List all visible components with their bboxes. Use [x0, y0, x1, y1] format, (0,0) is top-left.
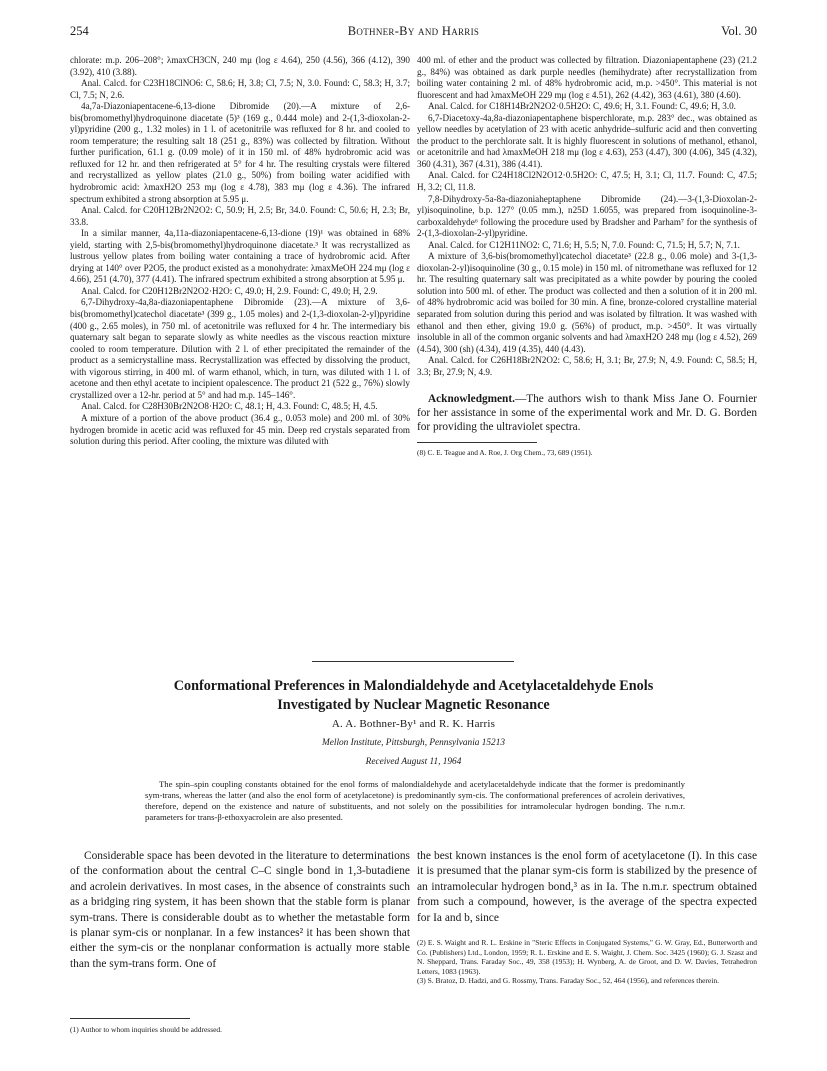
- paragraph: Anal. Calcd. for C24H18Cl2N2O12·0.5H2O: C, 47.5; H, 3.1; Cl, 11.7. Found: C, 47.5; H, 3.2; Cl, 11.8.: [417, 170, 757, 193]
- paragraph: 7,8-Dihydroxy-5a-8a-diazoniaheptaphene Dibromide (24).—3-(1,3-Dioxolan-2-yl)isoquinoline, b.p. 127° (0.05 mm.), n25D 1.6055, was prepared from isoquinoline-3-carboxaldehyde⁶ following the procedure used by Bradsher and Parham⁷ for the synthesis of 2-(1,3-dioxolan-2-yl)pyridine.: [417, 193, 757, 239]
- acknowledgment: [417, 392, 757, 434]
- acknowledgment-text: —The authors wish to thank Miss Jane O. Fournier for her assistance in some of the experimental work and Mr. D. G. Borden for providing the ultraviolet spectra.: [417, 393, 757, 434]
- paragraph: Anal. Calcd. for C18H14Br2N2O2·0.5H2O: C, 49.6; H, 3.1. Found: C, 49.6; H, 3.0.: [428, 101, 736, 112]
- article-divider: [312, 661, 514, 662]
- body-paragraph: Considerable space has been devoted in the literature to determinations of the conformation about the central C–C single bond in 1,3-butadiene and acrolein derivatives. In most cases, in the absence of constraints such as a bridging ring system, it has been shown that the stable form is planar sym-trans. There is considerable doubt as to whether the metastable form is planar sym-cis or nonplanar. In a few instances² it has been shown that either the sym-cis or the nonplanar conformation is actually more stable than the sym-trans form. One of: [70, 850, 410, 970]
- footnote-rule: [417, 442, 537, 443]
- volume-label: Vol. 30: [721, 24, 757, 38]
- running-title: Bothner-By and Harris: [347, 24, 480, 38]
- article-affiliation: Mellon Institute, Pittsburgh, Pennsylvania 15213: [322, 738, 505, 748]
- page-number: 254: [70, 24, 89, 38]
- footnote-3: (3) S. Bratoz, D. Hadzi, and G. Rossmy, Trans. Faraday Soc., 52, 464 (1956), and references therein.: [417, 976, 719, 986]
- experimental-left-column: [70, 55, 410, 448]
- footnote-2: (2) E. S. Waight and R. L. Erskine in "Steric Effects in Conjugated Systems," G. W. Gray, Ed., Butterworth and Co. (Publishers) Ltd., London, 1959; R. L. Erskine and E. S. Waight, J. Chem. Soc. 3425 (1960); G. J. Szasz and N. Sheppard, Trans. Faraday Soc., 49, 358 (1953); H. Wynberg, A. de Groot, and D. W. Davies, Tetrahedron Letters, 1083 (1963).: [417, 938, 757, 976]
- paragraph: Anal. Calcd. for C23H18ClNO6: C, 58.6; H, 3.8; Cl, 7.5; N, 3.0. Found: C, 58.3; H, 3.7; Cl, 7.5; N, 2.6.: [70, 78, 410, 100]
- paragraph: Anal. Calcd. for C20H12Br2N2O2: C, 50.9; H, 2.5; Br, 34.0. Found: C, 50.6; H, 2.3; Br, 33.8.: [70, 205, 410, 227]
- paragraph: 6,7-Dihydroxy-4a,8a-diazoniapentaphene Dibromide (23).—A mixture of 3,6-bis(bromomethyl)catechol diacetate³ (399 g., 1.05 moles) and 2-(1,3-dioxolan-2-yl)pyridine (400 g., 2.65 moles), in 750 ml. of acetonitrile was refluxed for 4 hr. The intermediary bis quaternary salt began to separate slowly as white needles as the viscous reaction mixture cooled to room temperature. Dilution with 2 l. of ether precipitated the remainder of the product as a semicrystalline mass. Recrystallization was effected by dissolving the product, with vigorous stirring, in 400 ml. of warm ethanol, which, in turn, was diluted with 1 l. of acetone and then ethyl acetate to incipient opalescence. The product 21 (522 g., 76%) slowly crystallized over a 12-hr. period at 5° and had m.p. 145–146°.: [70, 297, 410, 400]
- article-title-line1: Conformational Preferences in Malondialdehyde and Acetylacetaldehyde Enols: [173, 678, 654, 694]
- paragraph: A mixture of a portion of the above product (36.4 g., 0.053 mole) and 200 ml. of 30% hydrogen bromide in acetic acid was refluxed for 45 min. Deep red crystals separated from solution during this period. After cooling, the mixture was diluted with: [70, 412, 410, 447]
- article-body-right: [417, 849, 757, 926]
- footnote-rule: [70, 1018, 190, 1019]
- article-title: [60, 677, 767, 715]
- paragraph: 4a,7a-Diazoniapentacene-6,13-dione Dibromide (20).—A mixture of 2,6-bis(bromomethyl)hydroquinone diacetate (5)³ (169 g., 0.444 mole) and 2-(1,3-dioxolan-2-yl)pyridine (200 g., 1.32 moles) in 1 l. of acetonitrile was refluxed for 8 hr. and cooled to room temperature; the resulting salt 18 (251 g., 83%) was collected by filtration. Without further purification, 61.1 g. (0.09 mole) of it in 150 ml. of 48% hydrobromic acid was refluxed for 12 hr. and then refrigerated at 5° for 4 hr. The resulting crystals were filtered and recrystallized as yellow plates (21.0 g., 50%) from boiling water acidified with hydrobromic acid: λmaxH2O 253 mμ (log ε 4.78), 383 mμ (log ε 4.36). The infrared spectrum exhibited a strong absorption at 5.95 μ.: [70, 101, 410, 204]
- paragraph: 6,7-Diacetoxy-4a,8a-diazoniapentaphene bisperchlorate, m.p. 283° dec., was obtained as yellow needles by acetylation of 23 with acetic anhydride–sulfuric acid and then converting the product to the perchlorate salt. It is highly fluorescent in solutions of methanol, ethanol, or acetonitrile and had λmaxMeOH 218 mμ (log ε 4.63), 253 (4.47), 300 (4.06), 345 (4.32), 360 (4.31), 367 (4.31), 386 (4.41).: [417, 112, 757, 169]
- running-header: [70, 24, 757, 40]
- footnotes-right: [417, 938, 757, 986]
- footnote-8: (8) C. E. Teague and A. Roe, J. Org Chem., 73, 689 (1951).: [417, 448, 593, 458]
- experimental-right-column: [417, 55, 757, 458]
- body-paragraph: the best known instances is the enol form of acetylacetone (I). In this case it is presumed that the planar sym-cis form is stabilized by the presence of an intramolecular hydrogen bond,³ as in Ia. The n.m.r. spectrum obtained from such a compound, however, is the average of the spectra expected for Ia and b, since: [417, 850, 757, 924]
- paragraph: Anal. Calcd. for C26H18Br2N2O2: C, 58.6; H, 3.1; Br, 27.9; N, 4.9. Found: C, 58.5; H, 3.3; Br, 27.9; N, 4.9.: [417, 355, 757, 377]
- paragraph: In a similar manner, 4a,11a-diazoniapentacene-6,13-dione (19)¹ was obtained in 68% yield, starting with 2,5-bis(bromomethyl)hydroquinone diacetate.³ It was recrystallized as lustrous yellow plates from boiling water containing a trace of hydrobromic acid. After drying at 140° over P2O5, the product existed as a monohydrate: λmaxMeOH 224 mμ (log ε 4.66), 251 (4.70), 377 (4.41). The infrared spectrum exhibited a strong absorption at 5.95 μ.: [70, 228, 410, 285]
- footnotes-left: [70, 1018, 410, 1035]
- paragraph: 400 ml. of ether and the product was collected by filtration. Diazoniapentaphene (23) (21.2 g., 84%) was obtained as dark purple needles (hemihydrate) after recrystallization from boiling water containing 2 ml. of 48% hydrobromic acid, m.p. >450°. This material is not fluorescent and had λmaxMeOH 229 mμ (log ε 4.51), 262 (4.42), 363 (4.61), 380 (4.60).: [417, 55, 757, 100]
- article-received-date: Received August 11, 1964: [365, 757, 462, 767]
- article-authors: A. A. Bothner-By¹ and R. K. Harris: [331, 718, 496, 730]
- article-abstract: The spin–spin coupling constants obtained for the enol forms of malondialdehyde and acetylacetaldehyde indicate that the former is predominantly sym-trans, whereas the latter (and also the enol form of acetylacetone) is predominantly sym-cis. The conformational preferences of acrolein derivatives, therefore, depend on the existence and nature of substituents, and not solely on the possibilities for intramolecular hydrogen bonding. The n.m.r. parameters for trans-β-ethoxyacrolein are also presented.: [145, 779, 685, 822]
- footnote-1: (1) Author to whom inquiries should be addressed.: [70, 1025, 223, 1034]
- paragraph: chlorate: m.p. 206–208°; λmaxCH3CN, 240 mμ (log ε 4.64), 250 (4.56), 366 (4.12), 390 (3.92), 410 (3.88).: [70, 55, 410, 77]
- article-body-left: [70, 849, 410, 972]
- acknowledgment-heading: Acknowledgment.: [428, 393, 515, 406]
- paragraph: Anal. Calcd. for C12H11NO2: C, 71.6; H, 5.5; N, 7.0. Found: C, 71.5; H, 5.7; N, 7.1.: [428, 239, 740, 250]
- paragraph: Anal. Calcd. for C20H12Br2N2O2·H2O: C, 49.0; H, 2.9. Found: C, 49.0; H, 2.9.: [81, 285, 378, 296]
- article-title-line2: Investigated by Nuclear Magnetic Resonance: [277, 697, 550, 713]
- paragraph: Anal. Calcd. for C28H30Br2N2O8·H2O: C, 48.1; H, 4.3. Found: C, 48.5; H, 4.5.: [81, 401, 378, 412]
- paragraph: A mixture of 3,6-bis(bromomethyl)catechol diacetate³ (22.8 g., 0.06 mole) and 3-(1,3-dioxolan-2-yl)isoquinoline (30 g., 0.15 mole) in 150 ml. of nitromethane was refluxed for 12 hr. The resulting quaternary salt was precipitated as a white powder by pouring the cooled solution into 500 ml. of ether. The product was collected and then a solution of it in 200 ml. of 48% hydrobromic acid was boiled for 30 min. A fine, bronze-colored crystalline material separated from solution during this period and was isolated by filtration. It was washed with ethanol and then ether, giving 19.0 g. (56%) of product, m.p. >450°. It was virtually insoluble in all of the common organic solvents and had λmaxH2O 248 mμ (log ε 4.52), 269 (4.54), 300 (sh) (4.34), 419 (4.35), 440 (4.43).: [417, 251, 757, 354]
